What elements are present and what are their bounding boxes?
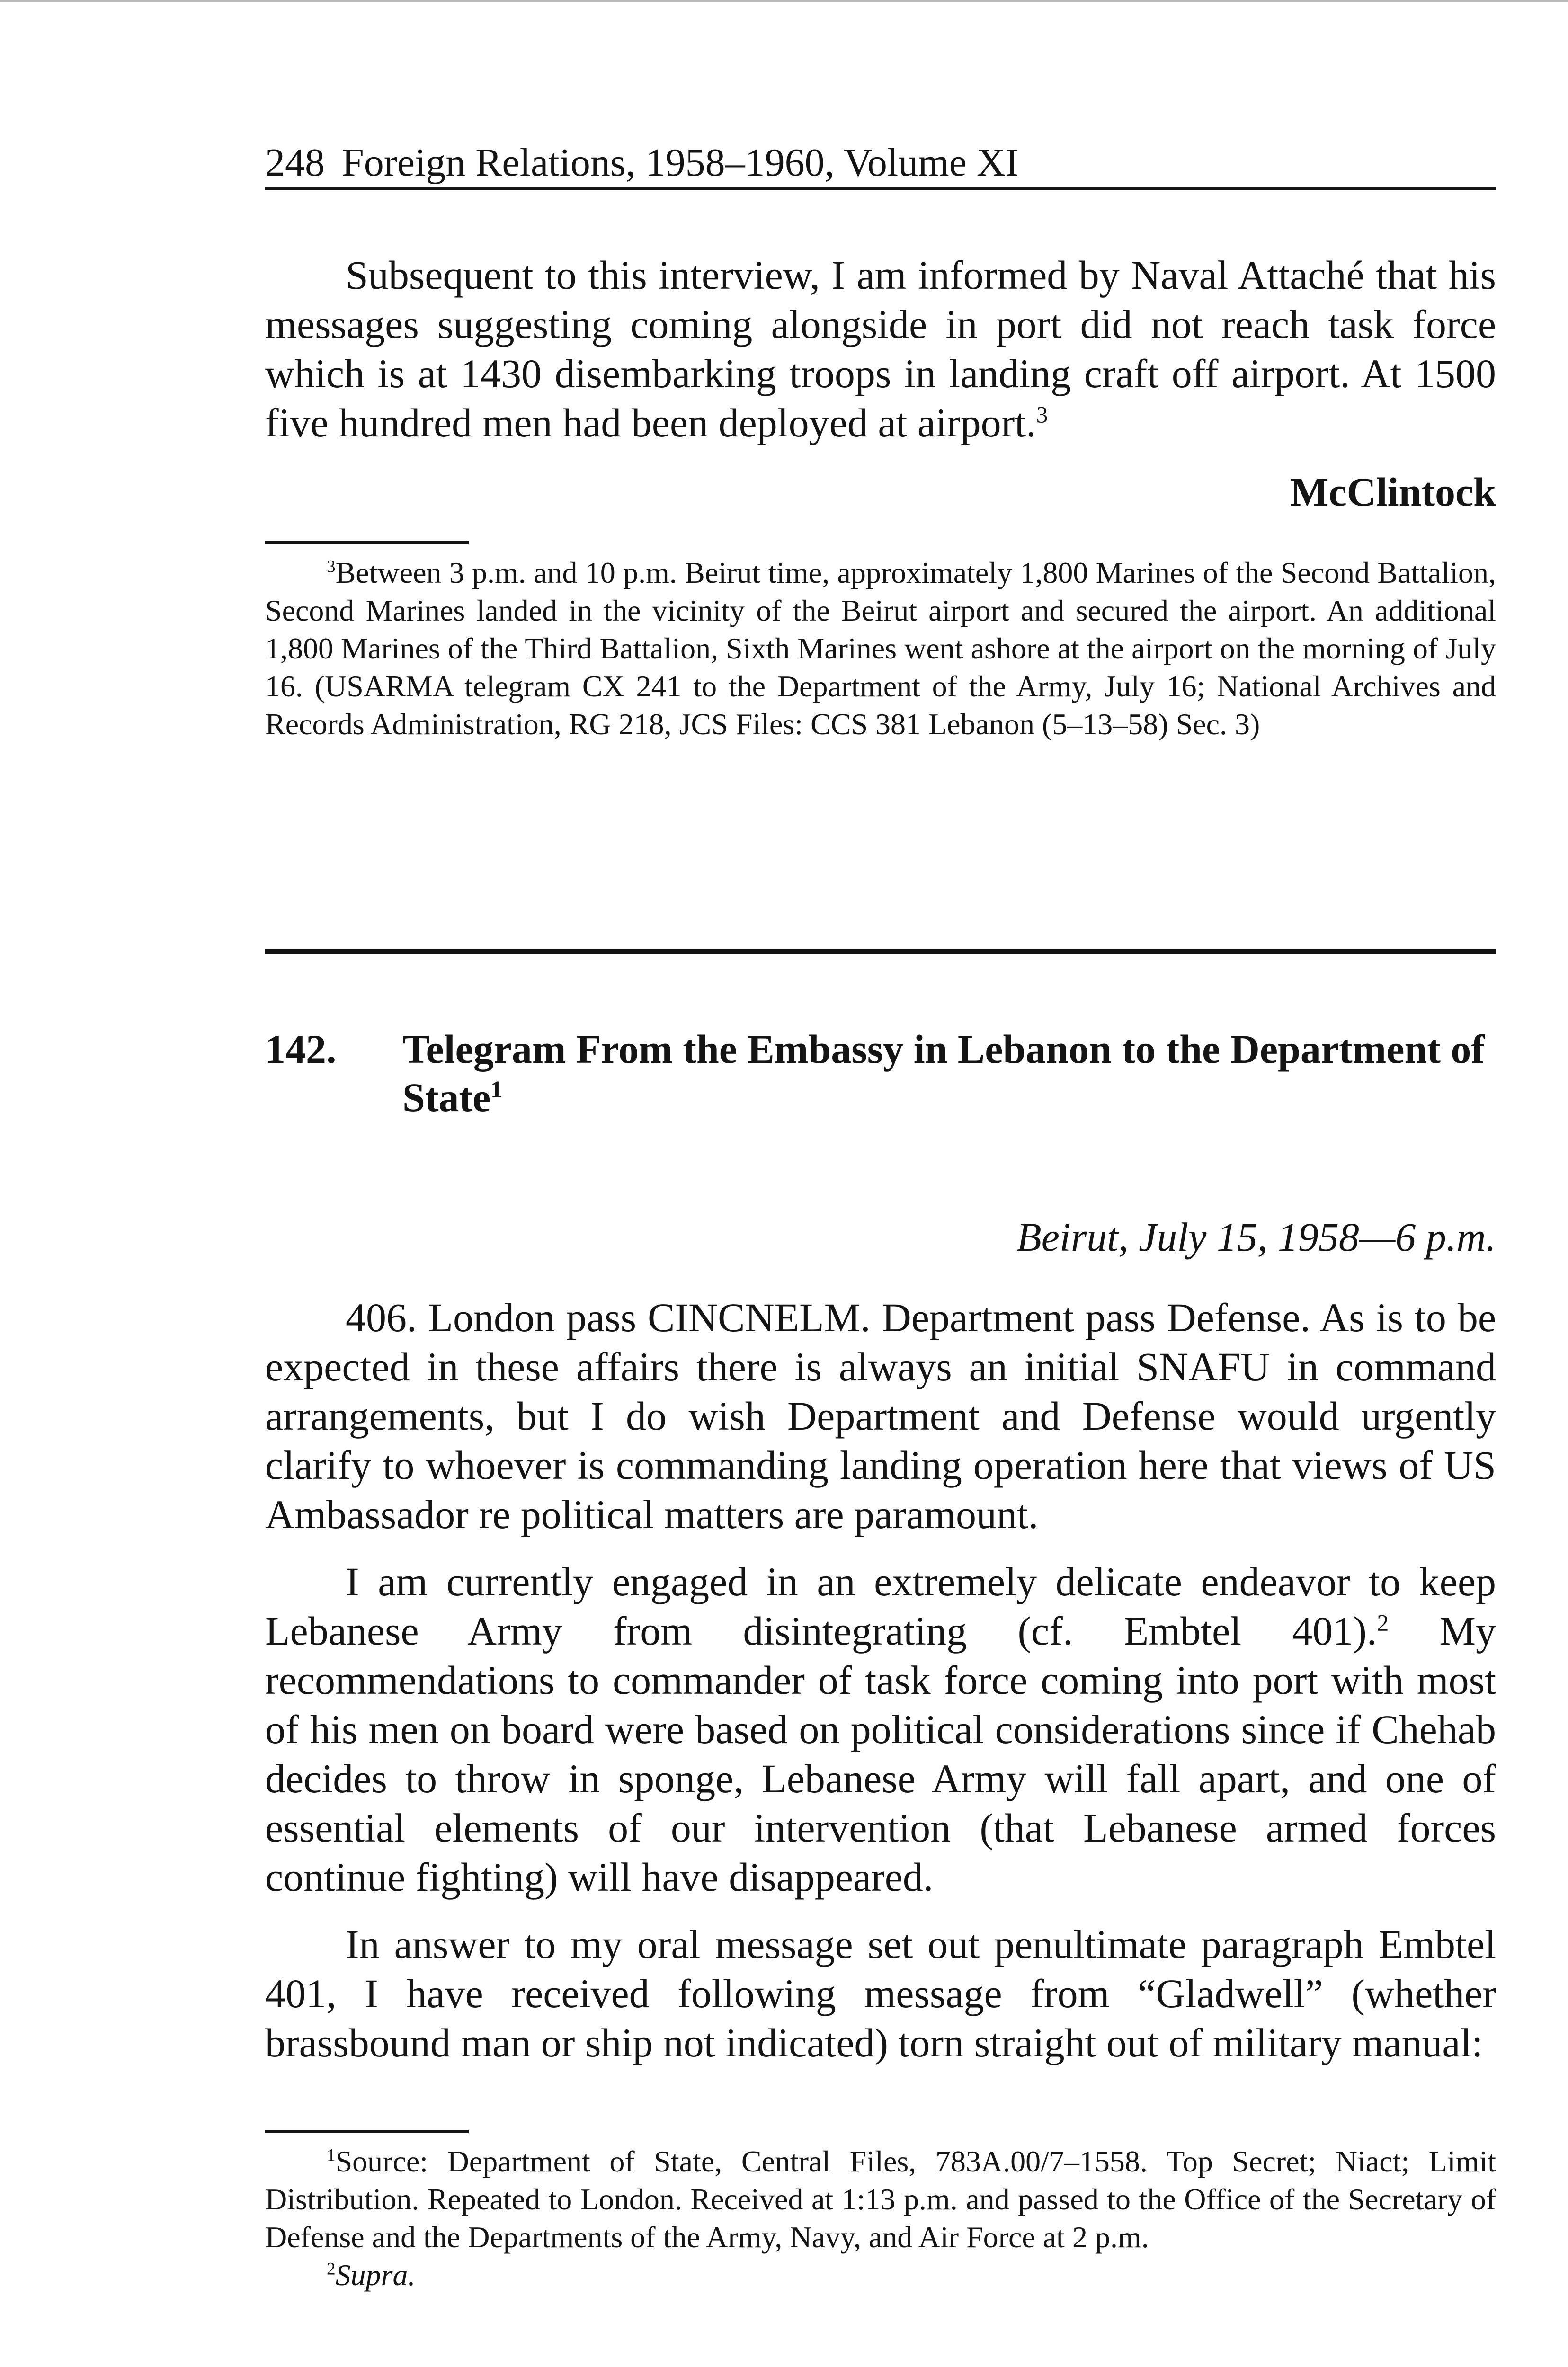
document-title <box>402 1025 1496 1121</box>
footnote-marker: 3 <box>327 557 336 577</box>
paragraph-text-continued: My recommendations to commander of task force coming into port with most of his men on board were based on political considerations since if Chehab decides to throw in sponge, Lebanese Army will fall apart, and one of essential elements of our intervention (that Lebanese armed forces continue fighting) will have disappeared. <box>265 1608 1497 1900</box>
previous-document-paragraph <box>265 250 1496 447</box>
body-paragraph-3: In answer to my oral message set out penultimate paragraph Embtel 401, I have received following message from “Gladwell” (whether brassbound man or ship not indicated) torn straight out of military manual: <box>265 1922 1496 2066</box>
document-heading <box>265 1025 1496 1121</box>
body-paragraph-2 <box>265 1557 1496 1902</box>
document-separator-rule <box>265 949 1496 954</box>
footnote-ref-2: 2 <box>1377 1610 1389 1636</box>
signature: McClintock <box>1290 469 1496 515</box>
footnote-text: Source: Department of State, Central Files, 783A.00/7–1558. Top Secret; Niact; Limit Distribution. Repeated to London. Received at 1:13 p.m. and passed to the Office of the Secretary of Defense and the Departments of the Army, Navy, and Air Force at 2 p.m. <box>265 2145 1496 2254</box>
paragraph-text: Subsequent to this interview, I am informed by Naval Attaché that his messages suggesting coming alongside in port did not reach task force which is at 1430 disembarking troops in landing craft off airport. At 1500 five hundred men had been deployed at airport. <box>265 252 1496 446</box>
volume-title: Foreign Relations, 1958–1960, Volume XI <box>342 141 1019 185</box>
running-head <box>265 142 1496 190</box>
footnote-text: Between 3 p.m. and 10 p.m. Beirut time, approximately 1,800 Marines of the Second Battalion, Second Marines landed in the vicinity of the Beirut airport and secured the airport. An additional 1,800 Marines of the Third Battalion, Sixth Marines went ashore at the airport on the morning of July 16. (USARMA telegram CX 241 to the Department of the Army, July 16; National Archives and Records Administration, RG 218, JCS Files: CCS 381 Lebanon (5–13–58) Sec. 3) <box>265 556 1496 741</box>
page-number: 248 <box>265 141 325 185</box>
footnote-separator <box>265 2130 469 2133</box>
paragraph-text: I am currently engaged in an extremely delicate endeavor to keep Lebanese Army from disintegrating (cf. Embtel 401). <box>265 1559 1496 1654</box>
scan-top-edge <box>0 0 1568 2</box>
document-title-text: Telegram From the Embassy in Lebanon to the Department of State <box>402 1026 1485 1121</box>
footnote-1 <box>265 2143 1496 2256</box>
footnote-ref-1: 1 <box>490 1076 503 1103</box>
footnote-ref-3: 3 <box>1036 401 1048 428</box>
book-page <box>265 142 1496 2294</box>
footnote-separator <box>265 541 469 544</box>
footnote-2 <box>265 2256 1496 2294</box>
footnote-3 <box>265 554 1496 743</box>
footnote-marker: 1 <box>327 2145 336 2165</box>
dateline: Beirut, July 15, 1958—6 p.m. <box>1016 1214 1496 1260</box>
footnote-marker: 2 <box>327 2259 336 2279</box>
document-number: 142. <box>265 1026 337 1072</box>
footnote-text: Supra. <box>335 2258 416 2292</box>
body-paragraph-1: 406. London pass CINCNELM. Department pass Defense. As is to be expected in these affairs there is always an initial SNAFU in command arrangements, but I do wish Department and Defense would urgently clarify to whoever is commanding landing operation here that views of US Ambassador re political matters are paramount. <box>265 1295 1496 1538</box>
